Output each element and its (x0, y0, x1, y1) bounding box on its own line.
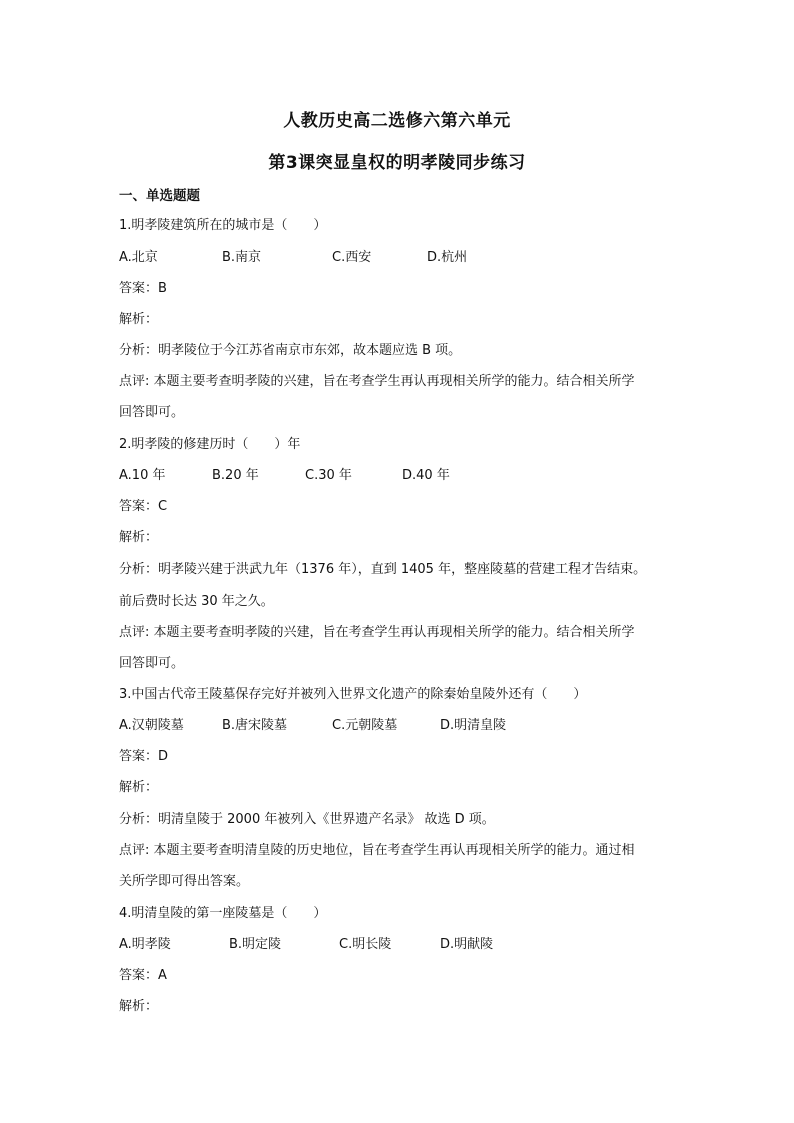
q2-analysis-line2: 前后费时长达 30 年之久。 (119, 594, 274, 609)
doc-title: 人教历史高二选修六第六单元 (283, 111, 511, 131)
q4-option-b: B.明定陵 (229, 937, 282, 952)
q4-option-d: D.明献陵 (440, 937, 494, 952)
q1-analysis: 分析：明孝陵位于今江苏省南京市东郊，故本题应选 B 项。 (119, 343, 462, 358)
q2-option-b: B.20 年 (212, 468, 259, 483)
q4-stem: 4.明清皇陵的第一座陵墓是（ ） (119, 906, 327, 921)
q2-analysis-line1: 分析：明孝陵兴建于洪武九年（1376 年），直到 1405 年，整座陵墓的营建工程才告结束。 (119, 562, 647, 577)
q3-option-c: C.元朝陵墓 (332, 718, 398, 733)
q2-option-d: D.40 年 (402, 468, 450, 483)
q1-option-a: A.北京 (119, 250, 158, 265)
q3-option-d: D.明清皇陵 (440, 718, 507, 733)
doc-subtitle: 第3课突显皇权的明孝陵同步练习 (268, 153, 526, 173)
q1-comment-line2: 回答即可。 (119, 405, 185, 420)
q1-answer: 答案：B (119, 281, 167, 296)
q3-option-b: B.唐宋陵墓 (222, 718, 288, 733)
q2-option-a: A.10 年 (119, 468, 166, 483)
q1-option-d: D.杭州 (427, 250, 468, 265)
q4-jiexi: 解析： (119, 999, 159, 1014)
q4-option-c: C.明长陵 (339, 937, 392, 952)
q3-jiexi: 解析： (119, 780, 159, 795)
q1-option-b: B.南京 (222, 250, 262, 265)
q3-stem: 3.中国古代帝王陵墓保存完好并被列入世界文化遗产的除秦始皇陵外还有（ ） (119, 687, 587, 702)
q2-jiexi: 解析： (119, 530, 159, 545)
q2-comment-line2: 回答即可。 (119, 656, 185, 671)
q3-answer: 答案：D (119, 749, 169, 764)
q2-answer: 答案：C (119, 499, 168, 514)
section-heading: 一、单选题题 (119, 188, 200, 204)
q1-comment-line1: 点评: 本题主要考查明孝陵的兴建，旨在考查学生再认再现相关所学的能力。结合相关所学 (119, 374, 635, 389)
q3-comment-line1: 点评: 本题主要考查明清皇陵的历史地位，旨在考查学生再认再现相关所学的能力。通过相 (119, 843, 635, 858)
q1-jiexi: 解析： (119, 312, 159, 327)
q3-analysis: 分析：明清皇陵于 2000 年被列入《世界遗产名录》 故选 D 项。 (119, 812, 495, 827)
q3-comment-line2: 关所学即可得出答案。 (119, 874, 250, 889)
q3-option-a: A.汉朝陵墓 (119, 718, 184, 733)
q1-stem: 1.明孝陵建筑所在的城市是（ ） (119, 218, 327, 233)
q4-option-a: A.明孝陵 (119, 937, 171, 952)
q2-stem: 2.明孝陵的修建历时（ ）年 (119, 437, 301, 452)
q4-answer: 答案：A (119, 968, 167, 983)
q2-comment-line1: 点评: 本题主要考查明孝陵的兴建，旨在考查学生再认再现相关所学的能力。结合相关所学 (119, 625, 635, 640)
q2-option-c: C.30 年 (305, 468, 352, 483)
q1-option-c: C.西安 (332, 250, 372, 265)
